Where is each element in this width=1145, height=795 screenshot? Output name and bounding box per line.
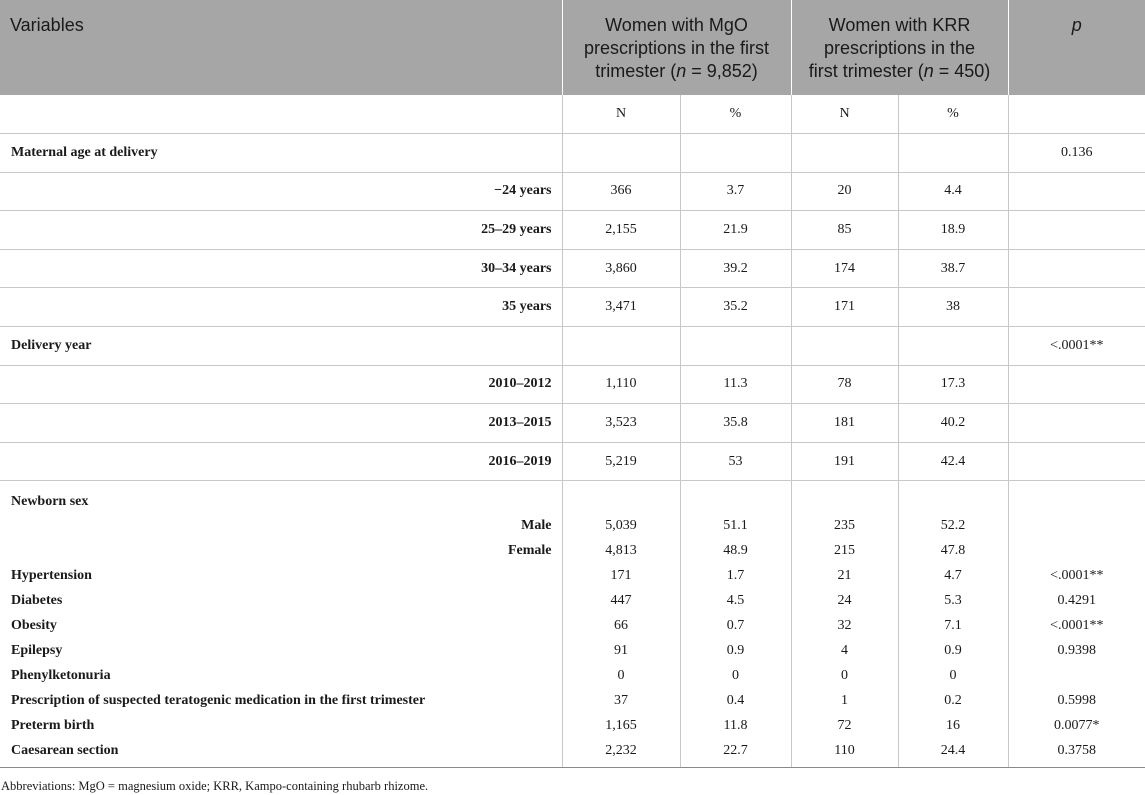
subheader-row bbox=[0, 95, 1145, 134]
value-cell: 5,219 bbox=[562, 442, 680, 481]
value-cell: 85 bbox=[791, 211, 898, 250]
value-cell: 0 bbox=[791, 664, 898, 689]
p-value-cell: <.0001** bbox=[1008, 327, 1145, 366]
row-label: Phenylketonuria bbox=[11, 668, 111, 684]
value-cell: 171 bbox=[791, 288, 898, 327]
table-row bbox=[0, 514, 1145, 539]
row-label: Prescription of suspected teratogenic medication in the first trimester bbox=[11, 693, 426, 709]
value-cell bbox=[791, 327, 898, 366]
header-mgo-line3b: = 9,852) bbox=[686, 61, 758, 81]
header-krr-group bbox=[791, 0, 1008, 95]
row-label: 2013–2015 bbox=[0, 404, 562, 443]
row-label: Diabetes bbox=[11, 593, 63, 609]
table-row bbox=[0, 714, 1145, 739]
header-p-value: p bbox=[1008, 0, 1145, 95]
value-cell: 366 bbox=[562, 172, 680, 211]
value-cell: 1.7 bbox=[680, 564, 791, 589]
row-label: Male bbox=[521, 518, 552, 534]
subheader-cell: N bbox=[562, 95, 680, 134]
value-cell: 38 bbox=[898, 288, 1008, 327]
table-row bbox=[0, 365, 1145, 404]
p-value-cell bbox=[1008, 481, 1145, 514]
table-body bbox=[0, 95, 1145, 768]
header-mgo-line1: Women with MgO bbox=[605, 15, 748, 35]
row-label: Delivery year bbox=[0, 327, 562, 366]
p-value-cell bbox=[1008, 288, 1145, 327]
value-cell: 21 bbox=[791, 564, 898, 589]
value-cell: 2,232 bbox=[562, 739, 680, 768]
value-cell: 4.7 bbox=[898, 564, 1008, 589]
value-cell: 16 bbox=[898, 714, 1008, 739]
p-value-cell: 0.136 bbox=[1008, 134, 1145, 173]
header-krr-n: n bbox=[923, 61, 934, 81]
table-row bbox=[0, 539, 1145, 564]
header-mgo-line3a: trimester ( bbox=[595, 61, 677, 81]
table-row bbox=[0, 739, 1145, 768]
row-label: Hypertension bbox=[11, 568, 92, 584]
value-cell: 52.2 bbox=[898, 514, 1008, 539]
table-row bbox=[0, 134, 1145, 173]
value-cell: 24 bbox=[791, 589, 898, 614]
header-variables: Variables bbox=[0, 0, 562, 95]
value-cell bbox=[791, 481, 898, 514]
subheader-cell: % bbox=[680, 95, 791, 134]
table-row bbox=[0, 442, 1145, 481]
p-value-cell: 0.4291 bbox=[1008, 589, 1145, 614]
value-cell: 5,039 bbox=[562, 514, 680, 539]
value-cell: 0 bbox=[680, 664, 791, 689]
value-cell bbox=[562, 327, 680, 366]
row-label: −24 years bbox=[0, 172, 562, 211]
value-cell: 7.1 bbox=[898, 614, 1008, 639]
value-cell bbox=[680, 327, 791, 366]
table-row bbox=[0, 664, 1145, 689]
header-mgo-group bbox=[562, 0, 791, 95]
value-cell: 18.9 bbox=[898, 211, 1008, 250]
p-value-cell bbox=[1008, 514, 1145, 539]
value-cell: 72 bbox=[791, 714, 898, 739]
row-label: Caesarean section bbox=[0, 739, 562, 768]
table-row bbox=[0, 172, 1145, 211]
value-cell: 5.3 bbox=[898, 589, 1008, 614]
value-cell: 4.5 bbox=[680, 589, 791, 614]
value-cell: 1,110 bbox=[562, 365, 680, 404]
table-row bbox=[0, 404, 1145, 443]
p-value-cell bbox=[1008, 442, 1145, 481]
p-value-cell: <.0001** bbox=[1008, 614, 1145, 639]
value-cell: 1 bbox=[791, 689, 898, 714]
value-cell: 39.2 bbox=[680, 249, 791, 288]
value-cell: 3,860 bbox=[562, 249, 680, 288]
p-value-cell bbox=[1008, 539, 1145, 564]
table-row bbox=[0, 211, 1145, 250]
value-cell: 447 bbox=[562, 589, 680, 614]
table-row bbox=[0, 689, 1145, 714]
value-cell: 35.2 bbox=[680, 288, 791, 327]
table-row bbox=[0, 249, 1145, 288]
subheader-cell bbox=[1008, 95, 1145, 134]
value-cell: 3.7 bbox=[680, 172, 791, 211]
value-cell: 0 bbox=[898, 664, 1008, 689]
value-cell: 24.4 bbox=[898, 739, 1008, 768]
p-value-cell bbox=[1008, 172, 1145, 211]
p-value-cell: 0.9398 bbox=[1008, 639, 1145, 664]
row-label: 25–29 years bbox=[0, 211, 562, 250]
value-cell bbox=[562, 481, 680, 514]
value-cell bbox=[562, 134, 680, 173]
table-header-row bbox=[0, 0, 1145, 95]
value-cell: 17.3 bbox=[898, 365, 1008, 404]
row-label: 2016–2019 bbox=[0, 442, 562, 481]
header-krr-line1: Women with KRR bbox=[828, 15, 971, 35]
value-cell: 181 bbox=[791, 404, 898, 443]
value-cell: 0.7 bbox=[680, 614, 791, 639]
value-cell bbox=[680, 134, 791, 173]
value-cell: 11.8 bbox=[680, 714, 791, 739]
value-cell: 0.4 bbox=[680, 689, 791, 714]
value-cell: 78 bbox=[791, 365, 898, 404]
value-cell: 91 bbox=[562, 639, 680, 664]
row-label: Epilepsy bbox=[11, 643, 63, 659]
value-cell: 1,165 bbox=[562, 714, 680, 739]
value-cell bbox=[898, 481, 1008, 514]
p-value-cell bbox=[1008, 664, 1145, 689]
p-value-cell: 0.5998 bbox=[1008, 689, 1145, 714]
value-cell: 4,813 bbox=[562, 539, 680, 564]
header-krr-line3a: first trimester ( bbox=[808, 61, 924, 81]
value-cell: 48.9 bbox=[680, 539, 791, 564]
value-cell: 32 bbox=[791, 614, 898, 639]
value-cell bbox=[898, 134, 1008, 173]
p-value-cell: 0.3758 bbox=[1008, 739, 1145, 768]
p-value-cell bbox=[1008, 404, 1145, 443]
value-cell bbox=[791, 134, 898, 173]
value-cell: 0.9 bbox=[898, 639, 1008, 664]
value-cell: 53 bbox=[680, 442, 791, 481]
p-value-cell bbox=[1008, 249, 1145, 288]
value-cell: 37 bbox=[562, 689, 680, 714]
value-cell: 51.1 bbox=[680, 514, 791, 539]
value-cell: 3,471 bbox=[562, 288, 680, 327]
value-cell: 38.7 bbox=[898, 249, 1008, 288]
row-label: Maternal age at delivery bbox=[0, 134, 562, 173]
value-cell: 0.2 bbox=[898, 689, 1008, 714]
table-row bbox=[0, 639, 1145, 664]
row-label: Newborn sex bbox=[11, 493, 89, 509]
value-cell: 21.9 bbox=[680, 211, 791, 250]
value-cell: 215 bbox=[791, 539, 898, 564]
row-label: 35 years bbox=[0, 288, 562, 327]
p-value-cell: 0.0077* bbox=[1008, 714, 1145, 739]
value-cell bbox=[898, 327, 1008, 366]
value-cell: 20 bbox=[791, 172, 898, 211]
value-cell: 171 bbox=[562, 564, 680, 589]
value-cell: 0 bbox=[562, 664, 680, 689]
row-label: 30–34 years bbox=[0, 249, 562, 288]
value-cell: 4 bbox=[791, 639, 898, 664]
table-row bbox=[0, 589, 1145, 614]
p-value-cell bbox=[1008, 365, 1145, 404]
table-row bbox=[0, 481, 1145, 514]
value-cell: 174 bbox=[791, 249, 898, 288]
header-mgo-n: n bbox=[676, 61, 687, 81]
value-cell: 191 bbox=[791, 442, 898, 481]
p-value-cell: <.0001** bbox=[1008, 564, 1145, 589]
footnote: Abbreviations: MgO = magnesium oxide; KRR, Kampo-containing rhubarb rhizome. bbox=[1, 779, 429, 793]
subheader-cell: N bbox=[791, 95, 898, 134]
table-row bbox=[0, 614, 1145, 639]
value-cell: 47.8 bbox=[898, 539, 1008, 564]
value-cell bbox=[680, 481, 791, 514]
header-mgo-line2: prescriptions in the first bbox=[583, 38, 770, 58]
row-label: Female bbox=[507, 543, 552, 559]
p-value-cell bbox=[1008, 211, 1145, 250]
value-cell: 2,155 bbox=[562, 211, 680, 250]
header-krr-line3b: = 450) bbox=[933, 61, 991, 81]
value-cell: 0.9 bbox=[680, 639, 791, 664]
value-cell: 4.4 bbox=[898, 172, 1008, 211]
subheader-cell bbox=[0, 95, 562, 134]
value-cell: 11.3 bbox=[680, 365, 791, 404]
header-krr-line2: prescriptions in the bbox=[823, 38, 976, 58]
row-label: Preterm birth bbox=[11, 718, 95, 734]
value-cell: 110 bbox=[791, 739, 898, 768]
value-cell: 40.2 bbox=[898, 404, 1008, 443]
table-row bbox=[0, 288, 1145, 327]
value-cell: 42.4 bbox=[898, 442, 1008, 481]
subheader-cell: % bbox=[898, 95, 1008, 134]
row-label: 2010–2012 bbox=[0, 365, 562, 404]
row-label: Obesity bbox=[11, 618, 57, 634]
value-cell: 66 bbox=[562, 614, 680, 639]
value-cell: 35.8 bbox=[680, 404, 791, 443]
value-cell: 235 bbox=[791, 514, 898, 539]
value-cell: 3,523 bbox=[562, 404, 680, 443]
value-cell: 22.7 bbox=[680, 739, 791, 768]
table-row bbox=[0, 564, 1145, 589]
table-row bbox=[0, 327, 1145, 366]
